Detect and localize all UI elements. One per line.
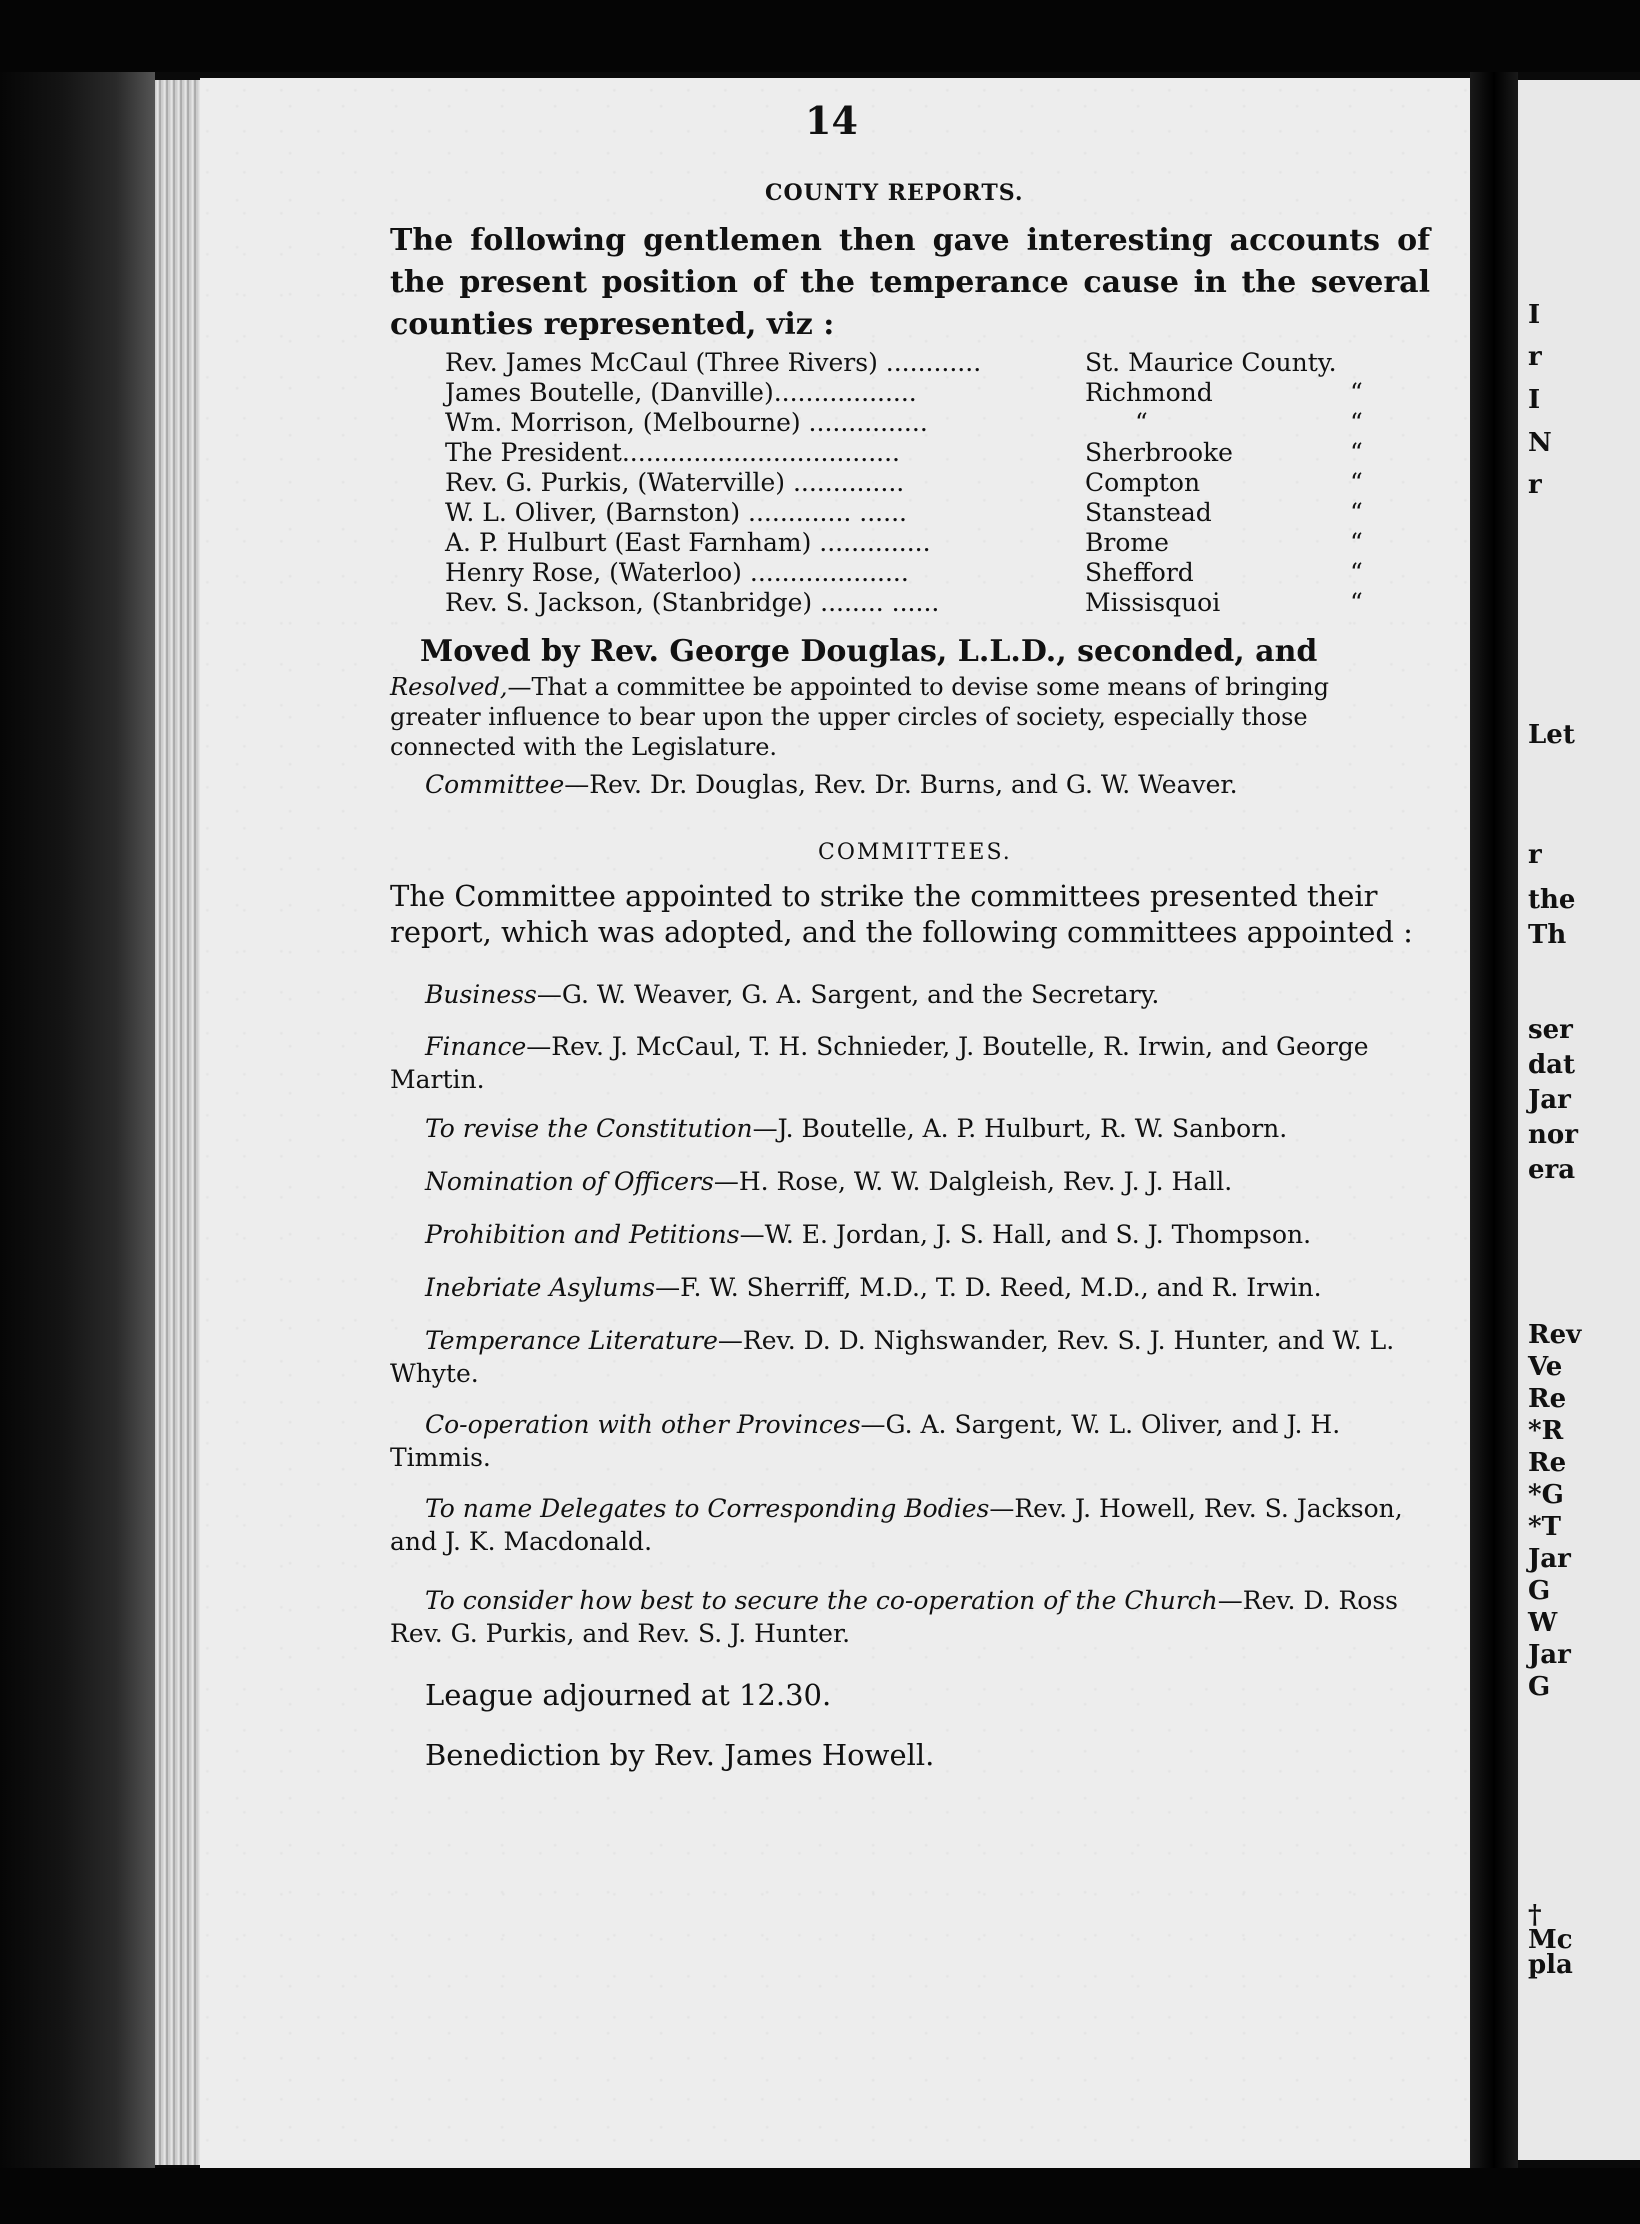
resolved-text: —That a committee be appointed to devise some means of bringing greater influence to bear upon the upper circles of society, especially those connected with the Legislature.: [390, 673, 1329, 761]
committee-entry: [390, 1218, 1410, 1251]
adjournment-line: League adjourned at 12.30.: [425, 1678, 832, 1712]
committee-entry: [390, 1492, 1410, 1558]
committee-entry-label: Temperance Literature: [425, 1326, 718, 1355]
text-fragment: Mc: [1528, 1925, 1573, 1955]
motion-moved: Moved by Rev. George Douglas, L.L.D., seconded, and: [420, 634, 1318, 669]
delegate-name: Rev. James McCaul (Three Rivers) ............: [445, 348, 982, 377]
committee-entry-members: —J. Boutelle, A. P. Hulburt, R. W. Sanborn.: [752, 1114, 1288, 1143]
county-name: Compton: [1085, 468, 1201, 497]
committee-entry-label: To name Delegates to Corresponding Bodies: [425, 1494, 990, 1523]
committee-entry-members: —G. W. Weaver, G. A. Sargent, and the Secretary.: [536, 980, 1160, 1009]
ditto-mark: “: [1350, 528, 1363, 557]
text-fragment: Jar: [1528, 1544, 1571, 1574]
committee-entry-label: Finance: [425, 1032, 527, 1061]
text-fragment: pla: [1528, 1950, 1573, 1980]
county-name: Shefford: [1085, 558, 1194, 587]
committee-entry-label: Inebriate Asylums: [425, 1273, 656, 1302]
county-report-row: [445, 498, 1445, 530]
text-fragment: the: [1528, 885, 1576, 915]
ditto-mark: “: [1350, 498, 1363, 527]
county-report-row: [445, 378, 1445, 410]
text-fragment: era: [1528, 1155, 1576, 1185]
text-fragment: r: [1528, 470, 1542, 500]
county-report-row: [445, 528, 1445, 560]
adjacent-page-edge: [1518, 80, 1640, 2160]
committee-entry: [390, 1271, 1410, 1304]
text-fragment: dat: [1528, 1050, 1576, 1080]
county-name: Stanstead: [1085, 498, 1212, 527]
text-fragment: W: [1528, 1608, 1558, 1638]
resolved-label: Resolved,: [390, 673, 508, 701]
committee-entry-label: Nomination of Officers: [425, 1167, 714, 1196]
county-name: Brome: [1085, 528, 1169, 557]
text-fragment: *T: [1528, 1512, 1561, 1542]
committee-entry-members: —W. E. Jordan, J. S. Hall, and S. J. Thompson.: [739, 1220, 1312, 1249]
ditto-mark: “: [1350, 558, 1363, 587]
committee-entry: [390, 1324, 1410, 1390]
ditto-mark: “: [1350, 588, 1363, 617]
committees-heading: COMMITTEES.: [818, 840, 1012, 865]
county-name: Sherbrooke: [1085, 438, 1233, 467]
committee-entry-label: To consider how best to secure the co-operation of the Church: [425, 1586, 1218, 1615]
scan-border-bottom: [0, 2168, 1640, 2224]
text-fragment: r: [1528, 342, 1542, 372]
county-name: Richmond: [1085, 378, 1213, 407]
county-report-row: [445, 348, 1445, 380]
committee-label: Committee: [425, 770, 565, 799]
text-fragment: Jar: [1528, 1085, 1571, 1115]
delegate-name: Wm. Morrison, (Melbourne) ...............: [445, 408, 928, 437]
scan-border-top: [0, 0, 1640, 72]
text-fragment: ser: [1528, 1015, 1573, 1045]
committee-entry-members: —Rev. J. Howell, Rev. S. Jackson, and J. K. Macdonald.: [390, 1494, 1403, 1556]
committee-entry-members: —G. A. Sargent, W. L. Oliver, and J. H. Timmis.: [390, 1410, 1341, 1472]
motion-resolution: [390, 672, 1405, 762]
delegate-name: Rev. S. Jackson, (Stanbridge) ........ ......: [445, 588, 940, 617]
committee-entry-label: Co-operation with other Provinces: [425, 1410, 861, 1439]
book-gutter: [1470, 72, 1518, 2224]
county-report-row: [445, 468, 1445, 500]
committee-entry-members: —F. W. Sherriff, M.D., T. D. Reed, M.D., and R. Irwin.: [655, 1273, 1322, 1302]
text-fragment: Re: [1528, 1384, 1567, 1414]
text-fragment: nor: [1528, 1120, 1578, 1150]
text-fragment: r: [1528, 840, 1542, 870]
delegate-name: The President...................................: [445, 438, 900, 467]
county-report-row: [445, 558, 1445, 590]
text-fragment: *R: [1528, 1416, 1564, 1446]
text-fragment: Jar: [1528, 1640, 1571, 1670]
text-fragment: G: [1528, 1672, 1551, 1702]
committee-entry: [390, 1584, 1410, 1650]
committee-entry-label: To revise the Constitution: [425, 1114, 753, 1143]
committee-entry: [390, 1165, 1410, 1198]
county-report-row: [445, 408, 1445, 440]
text-fragment: N: [1528, 428, 1552, 458]
ditto-mark: “: [1350, 468, 1363, 497]
delegate-name: A. P. Hulburt (East Farnham) ..............: [445, 528, 931, 557]
committees-report: The Committee appointed to strike the committees presented their report, which was adopted, and the following committees appointed :: [390, 879, 1413, 949]
delegate-name: Rev. G. Purkis, (Waterville) ..............: [445, 468, 905, 497]
county-name: St. Maurice County.: [1085, 348, 1337, 377]
county-name: “: [1135, 408, 1148, 437]
text-fragment: Th: [1528, 920, 1567, 950]
committee-entry-members: —Rev. J. McCaul, T. H. Schnieder, J. Boutelle, R. Irwin, and George Martin.: [390, 1032, 1369, 1094]
text-fragment: Rev: [1528, 1320, 1582, 1350]
committee-entry: [390, 978, 1410, 1011]
text-fragment: Re: [1528, 1448, 1567, 1478]
text-fragment: †: [1528, 1900, 1542, 1930]
committee-entry-label: Prohibition and Petitions: [425, 1220, 740, 1249]
book-binding: [0, 72, 155, 2224]
delegate-name: W. L. Oliver, (Barnston) ............. ......: [445, 498, 907, 527]
motion-committee: [425, 770, 1238, 799]
committee-entry-members: —Rev. D. Ross Rev. G. Purkis, and Rev. S. J. Hunter.: [390, 1586, 1398, 1648]
text-fragment: I: [1528, 300, 1541, 330]
text-fragment: *G: [1528, 1480, 1564, 1510]
county-name: Missisquoi: [1085, 588, 1221, 617]
county-reports-heading: COUNTY REPORTS.: [765, 180, 1024, 206]
committee-entry: [390, 1408, 1410, 1474]
text-fragment: Ve: [1528, 1352, 1563, 1382]
committee-entry-label: Business: [425, 980, 537, 1009]
benediction-line: Benediction by Rev. James Howell.: [425, 1738, 935, 1772]
delegate-name: James Boutelle, (Danville)..................: [445, 378, 917, 407]
county-report-row: [445, 588, 1445, 620]
text-fragment: G: [1528, 1576, 1551, 1606]
committee-text: —Rev. Dr. Douglas, Rev. Dr. Burns, and G. W. Weaver.: [564, 770, 1238, 799]
committee-entry-members: —H. Rose, W. W. Dalgleish, Rev. J. J. Hall.: [713, 1167, 1233, 1196]
ditto-mark: “: [1350, 438, 1363, 467]
page-number: 14: [805, 98, 858, 143]
text-fragment: Let: [1528, 720, 1575, 750]
committee-entry: [390, 1112, 1410, 1145]
ditto-mark: “: [1350, 408, 1363, 437]
book-page: [200, 78, 1470, 2168]
delegate-name: Henry Rose, (Waterloo) ....................: [445, 558, 909, 587]
committee-entry-members: —Rev. D. D. Nighswander, Rev. S. J. Hunter, and W. L. Whyte.: [390, 1326, 1395, 1388]
county-reports-intro: The following gentlemen then gave interesting accounts of the present position of the temperance cause in the several counties represented, viz :: [390, 223, 1430, 342]
committee-entry: [390, 1030, 1410, 1096]
county-report-row: [445, 438, 1445, 470]
text-fragment: I: [1528, 385, 1541, 415]
ditto-mark: “: [1350, 378, 1363, 407]
